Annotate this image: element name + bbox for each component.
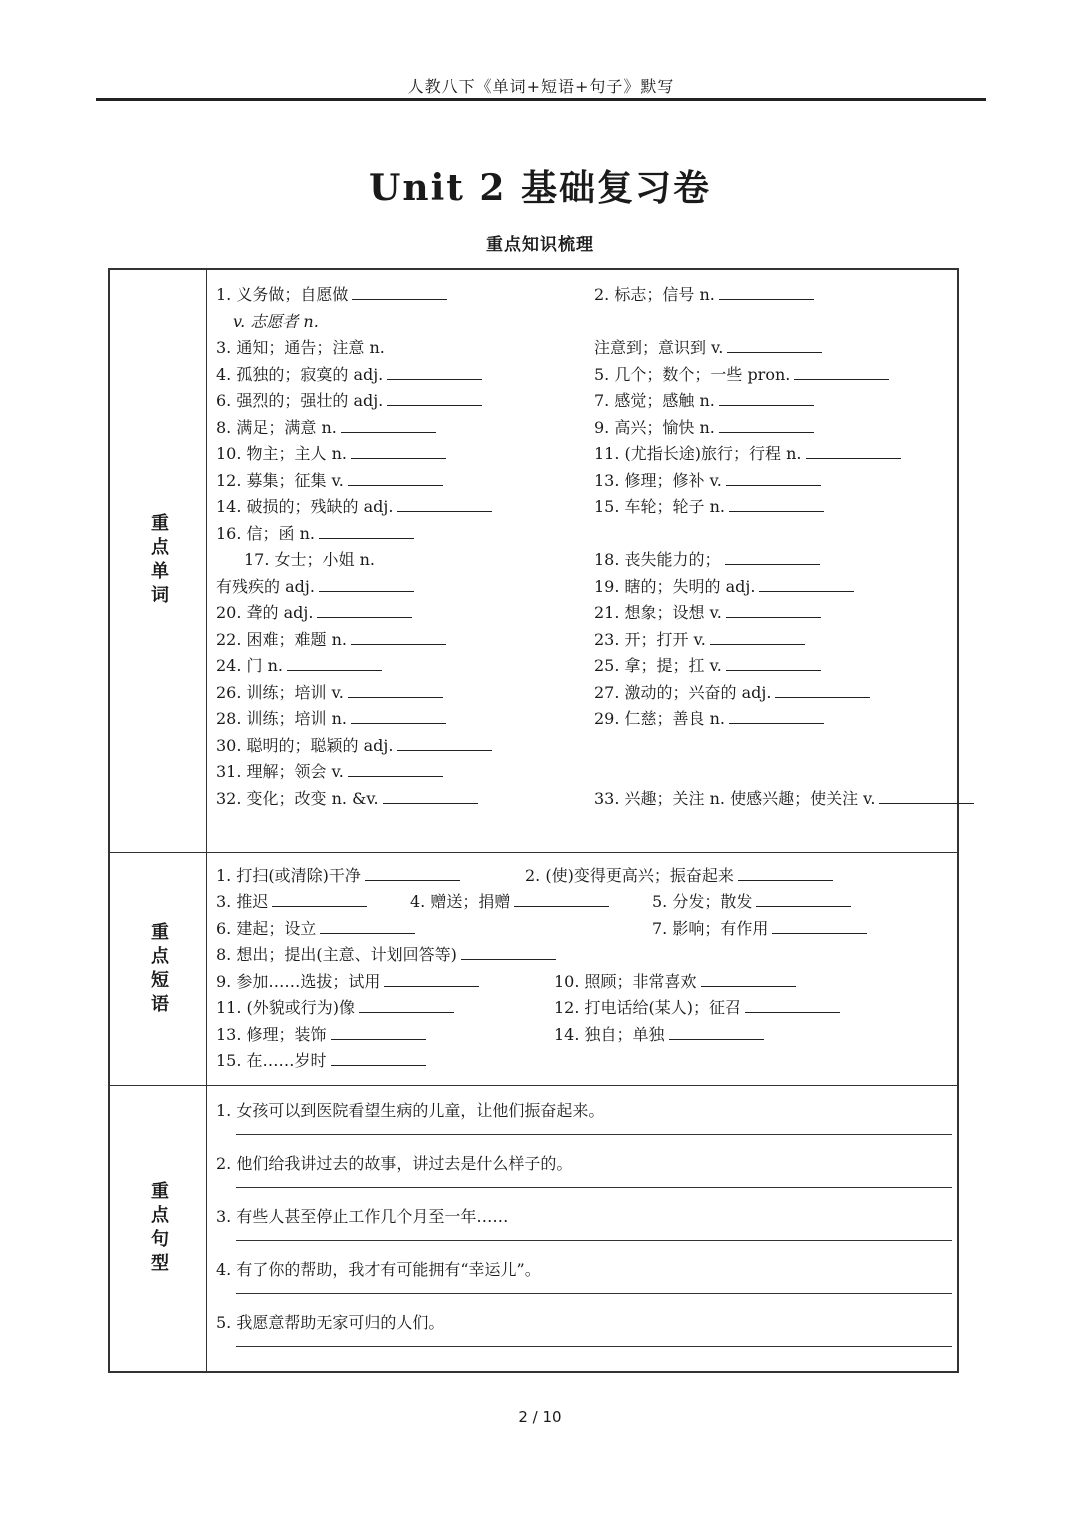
answer-blank[interactable] (725, 550, 820, 565)
word-label: 29. 仁慈；善良 n. (594, 709, 726, 728)
phrase-item (216, 865, 460, 887)
answer-blank[interactable] (331, 1051, 426, 1066)
phrase-item (216, 971, 479, 993)
word-label: 23. 开；打开 v. (594, 630, 706, 649)
answer-blank[interactable] (397, 736, 492, 751)
answer-blank[interactable] (772, 919, 867, 934)
word-label: 3. 通知；通告；注意 n. (216, 338, 385, 357)
word-label: 20. 聋的 adj. (216, 603, 314, 622)
word-item (216, 496, 492, 518)
word-label: 注意到；意识到 v. (594, 338, 724, 357)
answer-blank[interactable] (726, 471, 821, 486)
answer-blank[interactable] (287, 656, 382, 671)
word-label: 8. 满足；满意 n. (216, 418, 337, 437)
answer-blank[interactable] (738, 866, 833, 881)
answer-blank[interactable] (729, 709, 824, 724)
answer-blank[interactable] (719, 391, 814, 406)
answer-blank[interactable] (775, 683, 870, 698)
answer-line[interactable] (236, 1346, 952, 1347)
answer-blank[interactable] (331, 1025, 426, 1040)
sentences-section (110, 1085, 957, 1372)
answer-blank[interactable] (726, 603, 821, 618)
answer-blank[interactable] (383, 789, 478, 804)
words-section (110, 270, 957, 852)
word-item (594, 417, 814, 439)
word-label: 24. 门 n. (216, 656, 284, 675)
word-item (216, 788, 478, 810)
word-item (216, 761, 443, 783)
answer-blank[interactable] (879, 789, 974, 804)
answer-blank[interactable] (669, 1025, 764, 1040)
answer-line[interactable] (236, 1187, 952, 1188)
answer-blank[interactable] (701, 972, 796, 987)
answer-blank[interactable] (319, 577, 414, 592)
phrase-item (216, 918, 415, 940)
word-item (594, 602, 821, 624)
phrase-label: 4. 赠送；捐赠 (410, 892, 511, 911)
word-label: 13. 修理；修补 v. (594, 471, 722, 490)
phrase-label: 7. 影响；有作用 (652, 919, 769, 938)
word-label: 12. 募集；征集 v. (216, 471, 344, 490)
phrase-item (554, 1024, 764, 1046)
phrase-label: 9. 参加……选拔；试用 (216, 972, 381, 991)
word-item (216, 735, 492, 757)
word-item (594, 549, 820, 571)
word-label: 11. (尤指长途)旅行；行程 n. (594, 444, 802, 463)
phrase-label: 5. 分发；散发 (652, 892, 753, 911)
word-item (216, 364, 482, 386)
word-item (594, 496, 824, 518)
words-label-cell (110, 270, 207, 852)
answer-blank[interactable] (514, 892, 609, 907)
word-item (594, 337, 822, 359)
word-label: v. 志愿者 n. (233, 312, 319, 331)
phrase-item (652, 891, 851, 913)
word-item (216, 337, 385, 359)
sentences-label-cell (110, 1086, 207, 1372)
word-item (233, 311, 319, 333)
word-item (216, 629, 446, 651)
word-label: 32. 变化；改变 n. &v. (216, 789, 379, 808)
word-item (594, 364, 889, 386)
phrase-item (216, 891, 367, 913)
answer-line[interactable] (236, 1240, 952, 1241)
phrase-label: 8. 想出；提出(主意、计划回答等) (216, 945, 457, 964)
sentences-label: 重点句型 (148, 1181, 169, 1277)
word-item (216, 523, 414, 545)
phrase-label: 2. (使)变得更高兴；振奋起来 (525, 866, 734, 885)
word-label: 18. 丧失能力的； (594, 550, 721, 569)
page-number: 2 / 10 (518, 1408, 562, 1426)
word-item (216, 576, 414, 598)
word-item (594, 470, 821, 492)
answer-blank[interactable] (384, 972, 479, 987)
phrase-label: 10. 照顾；非常喜欢 (554, 972, 697, 991)
answer-blank[interactable] (351, 630, 446, 645)
answer-blank[interactable] (756, 892, 851, 907)
answer-blank[interactable] (352, 285, 447, 300)
words-content (207, 270, 957, 852)
word-label: 16. 信；函 n. (216, 524, 316, 543)
word-label: 28. 训练；培训 n. (216, 709, 348, 728)
phrase-item (554, 971, 796, 993)
word-label: 9. 高兴；愉快 n. (594, 418, 715, 437)
word-label: 15. 车轮；轮子 n. (594, 497, 726, 516)
phrase-label: 3. 推迟 (216, 892, 269, 911)
sentences-content (207, 1086, 957, 1372)
answer-blank[interactable] (745, 998, 840, 1013)
answer-line[interactable] (236, 1293, 952, 1294)
word-label: 有残疾的 adj. (216, 577, 315, 596)
sentence-prompt: 1. 女孩可以到医院看望生病的儿童，让他们振奋起来。 (216, 1101, 605, 1120)
sentence-prompt: 5. 我愿意帮助无家可归的人们。 (216, 1313, 445, 1332)
phrase-item (216, 1050, 426, 1072)
answer-line[interactable] (236, 1134, 952, 1135)
phrases-label-cell (110, 853, 207, 1086)
word-item (594, 708, 824, 730)
phrases-section (110, 852, 957, 1086)
word-item (594, 576, 854, 598)
answer-blank[interactable] (365, 866, 460, 881)
answer-blank[interactable] (348, 471, 443, 486)
word-label: 7. 感觉；感触 n. (594, 391, 715, 410)
word-label: 5. 几个；数个；一些 pron. (594, 365, 791, 384)
sentence-prompt: 4. 有了你的帮助，我才有可能拥有“幸运儿”。 (216, 1260, 541, 1279)
word-item (216, 602, 412, 624)
word-label: 14. 破损的；残缺的 adj. (216, 497, 394, 516)
word-item (594, 629, 805, 651)
answer-blank[interactable] (317, 603, 412, 618)
sentence-prompt: 3. 有些人甚至停止工作几个月至一年…… (216, 1207, 509, 1226)
answer-blank[interactable] (272, 892, 367, 907)
phrase-item (525, 865, 833, 887)
answer-blank[interactable] (320, 919, 415, 934)
word-item (216, 284, 447, 306)
word-label: 10. 物主；主人 n. (216, 444, 348, 463)
section-subtitle: 重点知识梳理 (486, 235, 594, 255)
phrase-item (554, 997, 840, 1019)
word-item (594, 788, 974, 810)
phrase-item (216, 997, 454, 1019)
word-label: 21. 想象；设想 v. (594, 603, 722, 622)
word-item (216, 682, 443, 704)
answer-blank[interactable] (348, 683, 443, 698)
word-label: 25. 拿；提；扛 v. (594, 656, 722, 675)
word-label: 6. 强烈的；强壮的 adj. (216, 391, 384, 410)
sentence-prompt: 2. 他们给我讲过去的故事，讲过去是什么样子的。 (216, 1154, 573, 1173)
answer-blank[interactable] (387, 365, 482, 380)
word-label: 22. 困难；难题 n. (216, 630, 348, 649)
word-item (244, 549, 375, 571)
answer-blank[interactable] (359, 998, 454, 1013)
answer-blank[interactable] (727, 338, 822, 353)
answer-blank[interactable] (319, 524, 414, 539)
word-item (216, 470, 443, 492)
word-item (216, 708, 446, 730)
phrases-content (207, 853, 957, 1086)
answer-blank[interactable] (719, 285, 814, 300)
word-label: 1. 义务做；自愿做 (216, 285, 349, 304)
answer-blank[interactable] (759, 577, 854, 592)
word-label: 17. 女士；小姐 n. (244, 550, 376, 569)
phrase-item (652, 918, 867, 940)
answer-blank[interactable] (351, 709, 446, 724)
word-label: 31. 理解；领会 v. (216, 762, 344, 781)
header-rule (96, 98, 986, 101)
word-item (216, 443, 446, 465)
phrase-label: 6. 建起；设立 (216, 919, 317, 938)
words-label: 重点单词 (148, 513, 169, 609)
phrase-item (216, 1024, 426, 1046)
word-item (216, 655, 382, 677)
answer-blank[interactable] (806, 444, 901, 459)
answer-blank[interactable] (719, 418, 814, 433)
answer-blank[interactable] (729, 497, 824, 512)
word-item (594, 443, 901, 465)
page-header: 人教八下《单词+短语+句子》默写 (407, 77, 675, 96)
answer-blank[interactable] (351, 444, 446, 459)
word-label: 4. 孤独的；寂寞的 adj. (216, 365, 384, 384)
word-label: 33. 兴趣；关注 n. 使感兴趣；使关注 v. (594, 789, 876, 808)
phrase-label: 12. 打电话给(某人)；征召 (554, 998, 742, 1017)
phrase-label: 11. (外貌或行为)像 (216, 998, 356, 1017)
word-item (594, 682, 870, 704)
answer-blank[interactable] (397, 497, 492, 512)
answer-blank[interactable] (710, 630, 805, 645)
answer-blank[interactable] (461, 945, 556, 960)
answer-blank[interactable] (348, 762, 443, 777)
answer-blank[interactable] (726, 656, 821, 671)
review-table (108, 268, 959, 1373)
page-title: Unit 2 基础复习卷 (369, 167, 711, 209)
word-item (594, 284, 814, 306)
phrase-label: 1. 打扫(或清除)干净 (216, 866, 361, 885)
word-item (594, 390, 814, 412)
phrases-label: 重点短语 (148, 921, 169, 1018)
answer-blank[interactable] (794, 365, 889, 380)
phrase-label: 15. 在……岁时 (216, 1051, 327, 1070)
phrase-label: 14. 独自；单独 (554, 1025, 665, 1044)
word-label: 30. 聪明的；聪颖的 adj. (216, 736, 394, 755)
word-label: 26. 训练；培训 v. (216, 683, 344, 702)
word-label: 2. 标志；信号 n. (594, 285, 715, 304)
word-item (594, 655, 821, 677)
word-item (216, 390, 482, 412)
phrase-item (216, 944, 556, 966)
phrase-item (410, 891, 609, 913)
answer-blank[interactable] (387, 391, 482, 406)
word-label: 27. 激动的；兴奋的 adj. (594, 683, 772, 702)
answer-blank[interactable] (341, 418, 436, 433)
word-label: 19. 瞎的；失明的 adj. (594, 577, 756, 596)
phrase-label: 13. 修理；装饰 (216, 1025, 327, 1044)
word-item (216, 417, 436, 439)
